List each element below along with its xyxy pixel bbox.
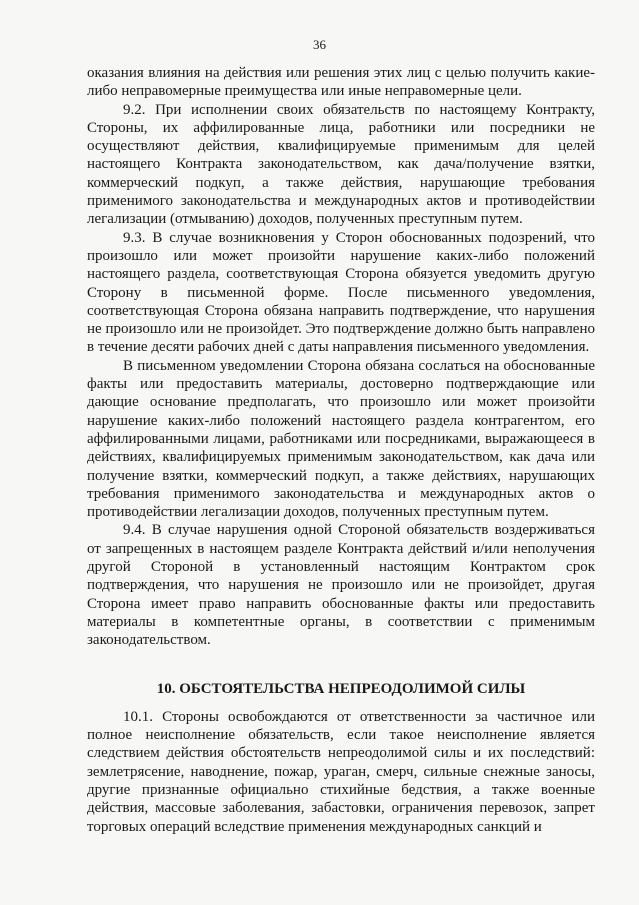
page-number: 36 <box>313 37 326 52</box>
paragraph-continuation: оказания влияния на действия или решения этих лиц с целью получить какие-либо неправомерные преимущества или иные неправомерные цели. <box>87 65 595 100</box>
paragraph-10-1: 10.1. Стороны освобождаются от ответственности за частичное или полное неисполнение обязательств, если такое неисполнение является следствием действия обстоятельств непреодолимой силы и их последствий: землетрясение, наводнение, пожар, ураган, смерч, сильные снежные заносы, другие признанные официально стихийные бедствия, а также военные действия, массовые заболевания, забастовки, ограничения перевозок, запрет торговых операций вследствие применения международных санкций и <box>87 708 595 835</box>
section-heading: 10. ОБСТОЯТЕЛЬСТВА НЕПРЕОДОЛИМОЙ СИЛЫ <box>156 680 526 697</box>
paragraph-notice: В письменном уведомлении Сторона обязана сослаться на обоснованные факты или предоставить материалы, достоверно подтверждающие или дающие основание предполагать, что произошло или может произойти нарушение каких-либо положений настоящего раздела контрагентом, его аффилированными лицами, работниками или посредниками, выражающееся в действиях, квалифицируемых применимым законодательством, как дача или получение взятки, коммерческий подкуп, а также действиях, нарушающих требования применимого законодательства и международных актов о противодействии легализации доходов, полученных преступным путем. <box>87 357 595 521</box>
paragraph-9-4: 9.4. В случае нарушения одной Стороной обязательств воздерживаться от запрещенных в настоящем разделе Контракта действий и/или неполучения другой Стороной в установленный настоящим Контрактом срок подтверждения, что нарушения не произошло или не произойдет, другая Сторона имеет право направить обоснованные факты или предоставить материалы в компетентные органы, в соответствии с применимым законодательством. <box>87 522 595 649</box>
document-body <box>87 64 595 836</box>
paragraph-9-2: 9.2. При исполнении своих обязательств по настоящему Контракту, Стороны, их аффилированные лица, работники или посредники не осуществляют действия, квалифицируемые применимым для целей настоящего Контракта законодательством, как дача/получение взятки, коммерческий подкуп, а также действия, нарушающие требования применимого законодательства и международных актов и противодействии легализации (отмыванию) доходов, полученных преступным путем. <box>87 101 595 228</box>
paragraph-9-3: 9.3. В случае возникновения у Сторон обоснованных подозрений, что произошло или может произойти нарушение каких-либо положений настоящего раздела, соответствующая Сторона обязуется уведомить другую Сторону в письменной форме. После письменного уведомления, соответствующая Сторона обязана направить подтверждение, что нарушения не произошло или не произойдет. Это подтверждение должно быть направлено в течение десяти рабочих дней с даты направления письменного уведомления. <box>87 229 595 356</box>
